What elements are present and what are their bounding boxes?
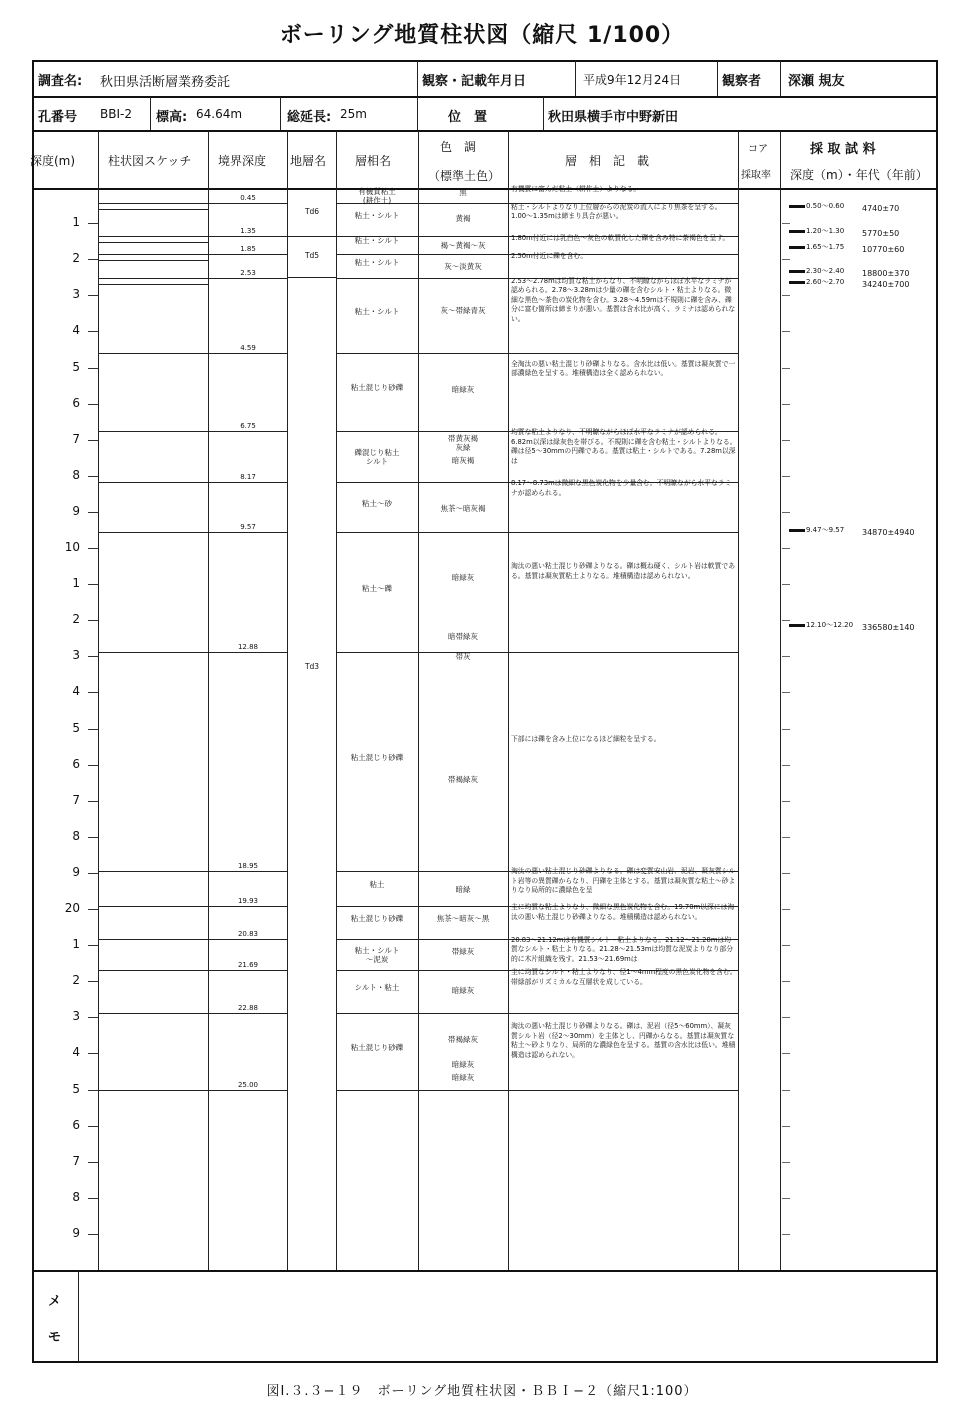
page-title: ボーリング地質柱状図（縮尺 1/100） xyxy=(279,23,685,48)
facies-name: 粘土〜礫 xyxy=(362,583,392,593)
boundary-depth: 2.53 xyxy=(240,269,256,278)
core-tick xyxy=(782,368,790,369)
depth-tick xyxy=(88,981,98,982)
facies-name: 粘土〜砂 xyxy=(362,498,392,508)
depth-tick-label: 4 xyxy=(72,684,80,699)
description-text: 2.50m付近に礫を含む。 xyxy=(511,251,588,260)
layer-boundary-line xyxy=(98,431,287,432)
sample-age: 34240±700 xyxy=(862,279,910,289)
obs-date-label: 観察・記載年月日 xyxy=(422,74,527,89)
layer-boundary-line xyxy=(98,939,287,940)
sample-age: 336580±140 xyxy=(862,622,915,632)
color-name: 帯褐緑灰 xyxy=(448,775,478,785)
location-label: 位 置 xyxy=(448,110,488,125)
depth-tick xyxy=(88,259,98,260)
core-tick xyxy=(782,1126,790,1127)
depth-tick xyxy=(88,1090,98,1091)
observer-value: 深瀬 規友 xyxy=(788,74,845,89)
facies-name: 礫混じり粘土 シルト xyxy=(354,447,400,466)
core-tick xyxy=(782,584,790,585)
facies-line xyxy=(336,1090,738,1091)
col-core: コア xyxy=(748,144,768,155)
sample-bar xyxy=(789,624,805,627)
length-value: 25m xyxy=(340,107,367,121)
layer-boundary-line xyxy=(98,353,287,354)
core-tick xyxy=(782,765,790,766)
sample-depth: 2.60〜2.70 xyxy=(806,277,845,286)
depth-tick xyxy=(88,1017,98,1018)
divider xyxy=(32,1270,938,1272)
boundary-depth: 1.85 xyxy=(240,244,256,253)
depth-tick xyxy=(88,909,98,910)
facies-name: 粘土混じり砂礫 xyxy=(350,753,404,763)
core-tick xyxy=(782,620,790,621)
depth-tick-label: 3 xyxy=(72,1009,80,1024)
depth-tick-label: 6 xyxy=(72,1117,80,1132)
boundary-depth: 25.00 xyxy=(237,1080,259,1089)
divider xyxy=(543,97,544,130)
depth-tick xyxy=(88,368,98,369)
sample-age: 4740±70 xyxy=(862,203,900,213)
boundary-depth: 12.88 xyxy=(237,642,259,651)
facies-name: シルト・粘土 xyxy=(354,982,400,992)
sample-bar xyxy=(789,281,805,284)
color-name: 灰緑 xyxy=(455,442,471,452)
layer-boundary-line xyxy=(98,203,287,204)
core-tick xyxy=(782,404,790,405)
core-tick xyxy=(782,512,790,513)
color-name: 灰〜帯緑青灰 xyxy=(440,305,486,315)
observer-label: 観察者 xyxy=(722,74,762,89)
description-text: 有機質に富んだ粘土（耕作土）よりなる。 xyxy=(511,184,641,193)
obs-date-value: 平成9年12月24日 xyxy=(583,73,682,87)
color-name: 褐〜黄褐〜灰 xyxy=(440,240,486,250)
description-text: 淘汰の悪い粘土混じり砂礫よりなる。礫は概ね硬く、シルト岩は軟質である。基質は凝灰質粘土よりなる。堆積構造は認められない。 xyxy=(511,562,735,580)
divider xyxy=(32,130,938,132)
sample-bar xyxy=(789,230,805,233)
sample-depth: 2.30〜2.40 xyxy=(806,266,845,275)
facies-name: 粘土・シルト xyxy=(354,257,400,267)
color-name: 帯褐緑灰 xyxy=(448,1034,478,1044)
core-tick xyxy=(782,1090,790,1091)
color-name: 灰〜淡黄灰 xyxy=(444,262,482,272)
elev-label: 標高: xyxy=(156,110,188,125)
color-name: 暗帯緑灰 xyxy=(448,632,478,642)
divider xyxy=(717,61,718,96)
sketch-line xyxy=(98,209,208,210)
col-sample-depth-age: 深度（m）・年代（年前） xyxy=(790,168,928,182)
col-depth: 深度(m) xyxy=(30,154,76,168)
boundary-depth: 19.93 xyxy=(237,897,259,906)
depth-tick xyxy=(88,656,98,657)
description-text: 1.80m付近には乳白色〜灰色の軟質化した礫を含み特に茶褐色を呈す。 xyxy=(511,233,730,242)
location-value: 秋田県横手市中野新田 xyxy=(548,110,679,125)
core-tick xyxy=(782,692,790,693)
formation-td3: Td3 xyxy=(304,662,320,671)
depth-tick-label: 2 xyxy=(72,973,80,988)
boundary-depth: 8.17 xyxy=(240,472,256,481)
depth-tick-label: 1 xyxy=(72,576,80,591)
depth-tick xyxy=(88,765,98,766)
depth-tick-label: 8 xyxy=(72,828,80,843)
color-name: 黒 xyxy=(459,188,467,198)
divider xyxy=(780,61,781,96)
description-text: 8.17〜8.73mは微細な黒色炭化物を少量含む。不明瞭ながら水平なラミナが認められる。 xyxy=(511,479,732,497)
core-tick xyxy=(782,981,790,982)
figure-caption: 図Ⅰ.３.３−１９ ボーリング地質柱状図・ＢＢＩ−２（縮尺1:100） xyxy=(266,1384,698,1399)
facies-name: 粘土混じり砂礫 xyxy=(350,1042,404,1052)
description-text: 粘土・シルトよりなり上位層からの泥炭の流入により焦茶を呈する。1.00〜1.35mは締まり具合が悪い。 xyxy=(511,202,722,221)
depth-tick xyxy=(88,223,98,224)
depth-tick xyxy=(88,1126,98,1127)
color-name: 暗緑灰 xyxy=(451,572,475,582)
color-name: 焦茶〜暗灰〜黒 xyxy=(436,914,490,924)
color-name: 帯灰 xyxy=(455,652,471,662)
col-sample: 採 取 試 料 xyxy=(810,142,876,157)
facies-line xyxy=(336,1013,738,1014)
core-tick xyxy=(782,801,790,802)
formation-td6: Td6 xyxy=(304,207,320,216)
depth-tick-label: 8 xyxy=(72,1189,80,1204)
depth-tick xyxy=(88,620,98,621)
depth-tick xyxy=(88,1198,98,1199)
depth-tick xyxy=(88,404,98,405)
sketch-line xyxy=(98,260,208,261)
depth-tick-label: 4 xyxy=(72,1045,80,1060)
formation-td5: Td5 xyxy=(304,251,320,260)
core-tick xyxy=(782,945,790,946)
depth-tick-label: 10 xyxy=(64,540,80,554)
depth-tick-label: 7 xyxy=(72,792,80,807)
depth-tick xyxy=(88,331,98,332)
divider xyxy=(78,1271,79,1362)
divider xyxy=(287,277,336,278)
sample-age: 10770±60 xyxy=(862,245,905,255)
col-sketch: 柱状図スケッチ xyxy=(108,154,192,168)
core-tick xyxy=(782,440,790,441)
layer-boundary-line xyxy=(98,278,287,279)
depth-tick xyxy=(88,692,98,693)
boundary-depth: 9.57 xyxy=(240,523,256,532)
survey-value: 秋田県活断層業務委託 xyxy=(100,75,231,90)
layer-boundary-line xyxy=(98,1090,287,1091)
col-facies: 層相名 xyxy=(355,154,392,168)
memo-label-2: モ xyxy=(48,1330,62,1345)
layer-boundary-line xyxy=(98,254,287,255)
color-name: 暗緑 xyxy=(455,885,471,895)
depth-tick-label: 1 xyxy=(72,937,80,952)
survey-label: 調査名: xyxy=(38,74,83,89)
depth-tick xyxy=(88,1053,98,1054)
facies-name: 粘土混じり砂礫 xyxy=(350,914,404,924)
divider xyxy=(508,131,509,1270)
divider xyxy=(150,97,151,130)
elev-value: 64.64m xyxy=(196,107,243,121)
description-text: 主に均質なシルト・粘土よりなり、径1〜4mm程度の黒色炭化物を含む。帯緑部がリズミカルな互層状を成している。 xyxy=(511,968,737,986)
description-text: 淘汰の悪い粘土混じり砂礫よりなる。礫は、泥岩（径5〜60mm）、凝灰質シルト岩（径2〜30mm）を主体とし、円礫からなる。基質は凝灰質な粘土〜砂よりなり、局所的な濃緑色を呈する。基質の含水比は低い。堆積構造は認められない。 xyxy=(511,1022,736,1059)
description-text: 全淘汰の悪い粘土混じり砂礫よりなる。含水比は低い。基質は凝灰質で一部濃緑色を呈する。堆積構造は全く認められない。 xyxy=(511,359,736,378)
depth-tick-label: 4 xyxy=(72,323,80,338)
divider xyxy=(417,61,418,96)
depth-tick xyxy=(88,837,98,838)
sample-bar xyxy=(789,270,805,273)
depth-tick-label: 1 xyxy=(72,215,80,230)
core-tick xyxy=(782,656,790,657)
core-tick xyxy=(782,331,790,332)
core-tick xyxy=(782,548,790,549)
boundary-depth: 22.88 xyxy=(237,1003,259,1012)
color-name: 黄褐 xyxy=(455,213,471,223)
divider xyxy=(287,131,288,1270)
sample-bar xyxy=(789,246,805,249)
sample-depth: 1.20〜1.30 xyxy=(806,227,845,236)
boundary-depth: 20.83 xyxy=(237,929,259,938)
divider xyxy=(780,131,781,1270)
sample-age: 5770±50 xyxy=(862,229,900,239)
hole-label: 孔番号 xyxy=(38,110,78,125)
description-text: 20.83〜21.12mは有機質シルト・粘土よりなる。21.12〜21.28mは均質なシルト・粘土よりなる。21.28〜21.53mは均質な泥炭よりなり部分的に木片組織を残す。21.53〜21.69mは xyxy=(511,935,734,963)
depth-tick xyxy=(88,945,98,946)
depth-tick-label: 5 xyxy=(72,1081,80,1096)
description-text: 淘汰の悪い粘土混じり砂礫よりなる。礫は変質安山岩、泥岩、凝灰質シルト岩等の異質礫からなり、円礫を主体とする。基質は凝灰質な粘土〜砂よりなり局所的に濃緑色を呈 xyxy=(511,867,736,895)
color-name: 焦茶〜暗灰褐 xyxy=(440,504,486,514)
layer-boundary-line xyxy=(98,970,287,971)
depth-tick xyxy=(88,801,98,802)
divider xyxy=(738,131,739,1270)
divider xyxy=(208,131,209,1270)
layer-boundary-line xyxy=(98,906,287,907)
layer-boundary-line xyxy=(98,532,287,533)
color-name: 暗緑灰 xyxy=(451,385,475,395)
core-tick xyxy=(782,837,790,838)
depth-tick-label: 9 xyxy=(72,864,80,879)
log-frame xyxy=(32,60,938,1363)
depth-tick xyxy=(88,873,98,874)
core-tick xyxy=(782,259,790,260)
sample-depth: 12.10〜12.20 xyxy=(806,620,854,629)
core-tick xyxy=(782,1162,790,1163)
layer-boundary-line xyxy=(98,871,287,872)
col-color-std: （標準土色） xyxy=(428,169,501,183)
depth-tick-label: 3 xyxy=(72,287,80,302)
facies-name: 粘土混じり砂礫 xyxy=(350,383,404,393)
depth-tick-label: 3 xyxy=(72,648,80,663)
depth-tick-label: 6 xyxy=(72,756,80,771)
sample-depth: 9.47〜9.57 xyxy=(806,525,845,534)
description-text: 主に均質な粘土よりなり、微細な黒色炭化物を含む。19.70m以深には淘汰の悪い粘土混じり砂礫よりなる。堆積構造は認められない。 xyxy=(511,903,735,921)
depth-tick xyxy=(88,512,98,513)
color-name: 帯緑灰 xyxy=(451,946,475,956)
divider xyxy=(418,131,419,1270)
memo-label-1: メ xyxy=(48,1294,62,1309)
boundary-depth: 4.59 xyxy=(240,343,256,352)
depth-tick-label: 2 xyxy=(72,612,80,627)
depth-tick-label: 5 xyxy=(72,720,80,735)
facies-line xyxy=(336,652,738,653)
depth-tick xyxy=(88,1234,98,1235)
depth-tick xyxy=(88,295,98,296)
boundary-depth: 21.69 xyxy=(237,961,259,969)
depth-tick xyxy=(88,548,98,549)
divider xyxy=(575,61,576,96)
layer-boundary-line xyxy=(98,236,287,237)
boundary-depth: 6.75 xyxy=(240,421,256,430)
depth-tick xyxy=(88,476,98,477)
layer-boundary-line xyxy=(98,1013,287,1014)
depth-tick xyxy=(88,584,98,585)
depth-tick xyxy=(88,440,98,441)
core-tick xyxy=(782,223,790,224)
facies-name: 粘土・シルト 〜泥炭 xyxy=(354,945,400,964)
color-name: 暗緑灰 xyxy=(451,1072,475,1082)
core-tick xyxy=(782,1234,790,1235)
core-tick xyxy=(782,729,790,730)
core-tick xyxy=(782,476,790,477)
facies-name: 粘土・シルト xyxy=(354,210,400,220)
depth-tick xyxy=(88,1162,98,1163)
boundary-depth: 18.95 xyxy=(237,862,259,871)
divider xyxy=(417,97,418,130)
divider xyxy=(336,131,337,1270)
sketch-line xyxy=(98,242,208,243)
depth-tick-label: 7 xyxy=(72,431,80,446)
divider xyxy=(280,97,281,130)
col-description: 層 相 記 載 xyxy=(565,154,650,168)
facies-name: 粘土 xyxy=(369,880,385,890)
color-name: 暗灰褐 xyxy=(451,455,475,465)
color-name: 暗緑灰 xyxy=(451,986,475,996)
col-formation: 地層名 xyxy=(290,154,327,168)
divider xyxy=(98,131,99,1270)
core-tick xyxy=(782,1053,790,1054)
depth-tick-label: 5 xyxy=(72,359,80,374)
depth-tick-label: 9 xyxy=(72,503,80,518)
col-boundary: 境界深度 xyxy=(218,154,267,168)
sample-bar xyxy=(789,529,805,532)
core-tick xyxy=(782,909,790,910)
col-color: 色 調 xyxy=(440,140,477,154)
facies-line xyxy=(336,532,738,533)
layer-boundary-line xyxy=(98,482,287,483)
sample-bar xyxy=(789,205,805,208)
depth-tick-label: 2 xyxy=(72,251,80,266)
depth-tick-label: 7 xyxy=(72,1153,80,1168)
depth-tick-label: 20 xyxy=(64,901,80,915)
depth-tick-label: 8 xyxy=(72,467,80,482)
color-name: 暗緑灰 xyxy=(451,1060,475,1070)
layer-boundary-line xyxy=(98,652,287,653)
length-label: 総延長: xyxy=(287,110,332,125)
sample-depth: 0.50〜0.60 xyxy=(806,201,845,210)
hole-value: BBI-2 xyxy=(100,107,132,121)
boundary-depth: 1.35 xyxy=(240,226,256,235)
divider xyxy=(32,96,938,98)
boundary-depth: 0.45 xyxy=(240,194,256,203)
core-tick xyxy=(782,1198,790,1199)
sample-depth: 1.65〜1.75 xyxy=(806,243,845,252)
core-tick xyxy=(782,295,790,296)
facies-line xyxy=(336,353,738,354)
sample-age: 18800±370 xyxy=(862,268,910,278)
description-text: 均質な粘土よりなり、不明瞭ながらほぼ水平なラミナが認められる。6.82m以深は緑灰色を帯びる。不規則に礫を含む粘土・シルトよりなる。礫は径5〜30mmの円礫である。基質は粘土・シルトである。7.28m以深は xyxy=(511,428,737,465)
description-text: 2.53〜2.78mは均質な粘土からなり、不明瞭ながらほぼ水平なラミナが認められる。2.78〜3.28mは少量の礫を含むシルト・粘土よりなる。微細な黒色〜茶色の炭化物を含む。3.28〜4.59mは不規則に礫を含み、礫分に富む箇所は締まりが悪い。基質は含水比が高く、ラミナは認められない。 xyxy=(511,276,736,323)
color-name: 帯黄灰褐 xyxy=(448,433,478,443)
col-core-rate: 採取率 xyxy=(741,170,771,181)
core-tick xyxy=(782,873,790,874)
divider xyxy=(287,236,336,237)
sketch-line xyxy=(98,284,208,285)
facies-name: 粘土・シルト xyxy=(354,236,400,246)
core-tick xyxy=(782,1017,790,1018)
depth-tick-label: 9 xyxy=(72,1225,80,1240)
facies-name: 粘土・シルト xyxy=(354,307,400,317)
sample-age: 34870±4940 xyxy=(862,527,915,537)
depth-tick xyxy=(88,729,98,730)
depth-tick-label: 6 xyxy=(72,395,80,410)
description-text: 下部には礫を含み上位になるほど細粒を呈する。 xyxy=(511,735,661,744)
facies-name: 有機質粘土 (耕作土) xyxy=(358,186,396,205)
